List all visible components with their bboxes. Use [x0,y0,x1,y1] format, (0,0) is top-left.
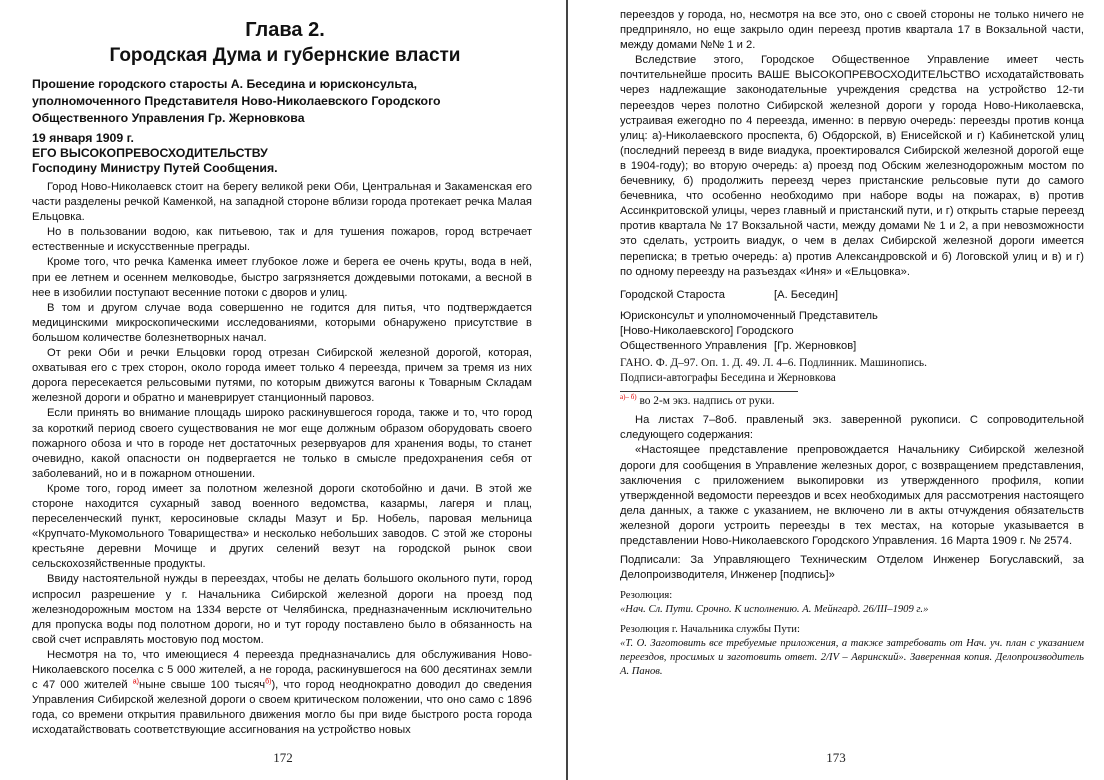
signature-label: Общественного Управления [620,339,767,352]
page-number: 172 [273,750,293,765]
chapter-title: Городская Дума и губернские власти [109,45,461,66]
heading-line: Прошение городского старосты А. Беседина и юрисконсульта, [32,77,418,91]
signature-block [620,309,1084,354]
signature-row [620,339,1084,354]
paragraph: Подписали: За Управляющего Техническим Отделом Инженер Богуславский, за Делопроизводителя, Инженер [подпись]» [620,554,1084,582]
autographs-note: Подписи-автографы Беседина и Жерновкова [620,372,836,385]
paragraph: От реки Оби и речки Ельцовки город отрезан Сибирской железной дорогой, которая, охватывая его с трех сторон, около города имеет только 4 переезда, причем за тремя из них дорога пересекается рельсовыми путями, по которым движутся вагоны к Товарным Складам железной дороги и обратно и маневрирует станционный паровоз. [32,347,532,405]
archive-reference: ГАНО. Ф. Д–97. Оп. 1. Д. 49. Л. 4–6. Подлинник. Машинопись. [620,357,927,370]
right-body-text [620,8,1084,679]
footnote [620,394,1084,409]
right-page [568,0,1104,780]
signature-row [620,288,1084,303]
page-number: 173 [826,750,846,765]
address-line: ЕГО ВЫСОКОПРЕВОСХОДИТЕЛЬСТВУ [32,146,268,160]
paragraph-text: Несмотря на то, что имеющиеся 4 переезда предназначались для обслуживания Ново-Николаевского поселка с 5 000 жителей, а не города, раскинувшегося на 600 десятинах земли с 47 000 жителей [32,648,532,692]
footnote-marker: а)– б) [620,393,637,402]
paragraph-text: ), что город неоднократно доводил до сведения Управления Сибирской железной дороги о своем критическом положении, что оно само с 1896 года, со времени открытия правильного движения могло бы при виде быстрого роста города исходатайствовать соответствующие ассигнования на устройство новых [32,679,532,737]
signature-name: [А. Беседин] [774,288,838,301]
paragraph [32,648,532,739]
signature-label: Городской Староста [620,288,726,301]
footnote-text: во 2-м экз. надпись от руки. [636,394,775,407]
date-line: 19 января 1909 г. [32,131,134,145]
paragraph: «Настоящее представление препровождается Начальнику Сибирской железной дороги для сообщения в Управление железных дорог, с возвращением представления, заключения с приложением выкопировки из утвержденного профиля, копии утвержденной ведомости переездов и всех необходимых для рассмотрения настоящего дела данных, а также с указанием, не включено ли в акты отчуждения обязательств железной дороги устроить переезды в тех местах, на которые указывается в представлении Ново-Николаевского Городского Управления. 16 Марта 1909 г. № 2574. [620,444,1084,548]
paragraph: Кроме того, что речка Каменка имеет глубокое ложе и берега ее очень круты, вода в ней, при ее летнем и осеннем мелководье, быстро загрязняется дождевыми потоками, а весной в нее в изобилии поступают весенние потоки с дворов и улиц. [32,256,532,299]
resolution-text: «Т. О. Заготовить все требуемые приложения, а также затребовать от Нач. уч. план с указанием переездов, просимых и заготовить ответ. 2/IV – Авринский». Заверенная копия. Делопроизводитель А. Панов. [620,638,1084,678]
paragraph: Но в пользовании водою, как питьевою, так и для тушения пожаров, город встречает естественные и искусственные преграды. [32,226,532,254]
footnote-rule [620,391,798,392]
document-heading [32,76,532,176]
footnote-marker: б) [265,678,272,686]
paragraph: На листах 7–8об. правленый экз. заверенной рукописи. С сопроводительной следующего содержания: [620,414,1084,442]
resolution-label: Резолюция г. Начальника службы Пути: [620,624,800,636]
paragraph: Ввиду настоятельной нужды в переездах, чтобы не делать большого окольного пути, город испросил разрешение у г. Начальника Сибирской железной дороги на проезд под железнодорожным мостом на 1334 версте от Челябинска, предназначенным исключительно для пропуска воды под полотном дороги, но и тут городу поставлено было в обязанность на свой счет исправлять мостовую под мостом. [32,573,532,646]
resolution-text: «Нач. Сл. Пути. Срочно. К исполнению. А. Мейнгард. 26/III–1909 г.» [620,604,929,616]
chapter-number: Глава 2. [245,19,325,41]
paragraph: В том и другом случае вода совершенно не годится для питья, что подтверждается медицинскими микроскопическими исследованиями, которыми обнаружено присутствие в большом количестве болезнетворных начал. [32,301,532,344]
paragraph: Кроме того, город имеет за полотном железной дороги скотобойню и дачи. В этой же стороне находится сухарный завод военного ведомства, казармы, лагеря и плац, переселенческий пункт, керосиновые склады Мазут и Бр. Нобель, паровая мельница «Крупчато-Мукомольного Товарищества» и несколько небольших заводов. С этой же стороны крестьяне деревни Мочище и других селений везут на городской рынок свои сельскохозяйственные продукты. [32,482,532,571]
inserted-text: ныне свыше 100 тысяч [139,679,266,692]
paragraph: Если принять во внимание площадь широко раскинувшегося города, также и то, что город за короткий период своего существования не мог еще должным образом оборудовать своего пожарного обоза и что в городе нет достаточных резервуаров для хранения воды, то станет очевидно, какой опасности он подвергается не только в смысле предохранения себя от заболеваний, но и в пожарном отношении. [32,407,532,480]
signature-line: [Ново-Николаевского] Городского [620,324,794,337]
signature-line: Юрисконсульт и уполномоченный Представитель [620,309,878,322]
heading-line: уполномоченного Представителя Ново-Николаевского Городского [32,94,441,108]
paragraph: Город Ново-Николаевск стоит на берегу великой реки Оби, Центральная и Закаменская его части разделены речкой Каменкой, на западной стороне вблизи города протекает речка Малая Ельцовка. [32,181,532,224]
footnote-marker: а) [132,678,140,686]
signature-name: [Гр. Жерновков] [774,339,857,352]
paragraph: Вследствие этого, Городское Общественное Управление имеет честь почтительнейше просить ВАШЕ ВЫСОКОПРЕВОСХОДИТЕЛЬСТВО исходатайствовать через надлежащие законодательные учреждения средства на устройство 12-ти переездов через полотно Сибирской железной дороги у города Ново-Николаевска, устраивая ежегодно по 4 переезда, именно: в первую очередь: переезды против конца улиц: а)-Николаевского проспекта, б) Обдорской, в) Енисейской и г) Кабинетской улиц (последний переезд в виде виадука, проектировался Сибирской железной дорогой еще в 1904-году); во вторую очередь: а) проезд под Обским железнодорожным мостом по бечевнику, б) продолжить переезд через пристанские рельсовые пути до самого бечевника, что особенно необходимо при наборе воды на пожарах, в) против Ассинкритовской улицы, через главный и пристанский пути, и г) открыть старые переезд против квартала № 17 Вокзальной части, между домами № 1 и 2, а при невозможности это сделать, устроить виадук, о чем в делах Сибирской железной дороги имеется переписка; в третью очередь: а) против Александровской и б) Логовской улиц и в) и г) по одному переезду на разъездах «Иня» и «Ельцовка». [620,54,1084,278]
left-body-text [32,180,532,738]
resolution-label: Резолюция: [620,590,673,602]
address-line: Господину Министру Путей Сообщения. [32,161,278,175]
paragraph: переездов у города, но, несмотря на все это, оно с своей стороны не только ничего не предприняло, но еще закрыло один переезд против квартала 17 в Вокзальной части, между домами №№ 1 и 2. [620,9,1084,52]
heading-line: Общественного Управления Гр. Жерновкова [32,111,305,125]
